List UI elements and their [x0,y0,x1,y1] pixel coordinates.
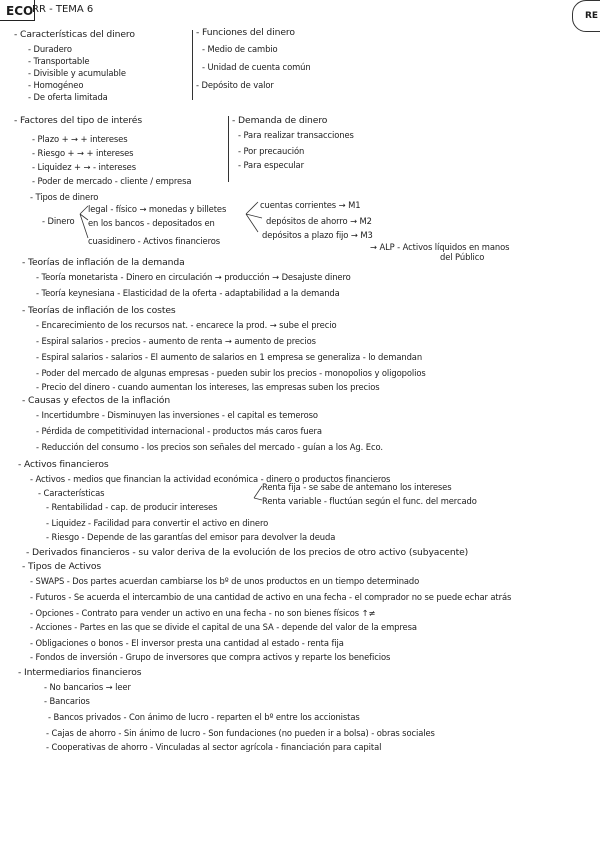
note-line: - Medio de cambio [202,44,278,54]
note-line: en los bancos - depositados en [88,218,215,228]
note-line: - Cajas de ahorro - Sin ánimo de lucro - Son fundaciones (no pueden ir a bolsa) - obras sociales [46,728,435,738]
note-line: - Pérdida de competitividad internacional - productos más caros fuera [36,426,322,436]
note-line: depósitos a plazo fijo → M3 [262,230,373,240]
note-line: - Tipos de Activos [22,561,102,572]
note-line: Renta variable - fluctúan según el func. del mercado [262,496,477,506]
note-line: - Espiral salarios - salarios - El aumento de salarios en 1 empresa se generaliza - lo demandan [36,352,423,362]
note-line: - Homogéneo [28,80,84,90]
note-line: - Bancarios [44,696,90,706]
note-line: - Incertidumbre - Disminuyen las inversiones - el capital es temeroso [36,410,318,420]
note-line: - Reducción del consumo - los precios son señales del mercado - guían a los Ag. Eco. [36,442,383,452]
note-line: - Dinero [42,216,75,226]
note-line: - Teorías de inflación de los costes [22,305,176,316]
note-line: - Por precaución [238,146,305,156]
note-line: - Unidad de cuenta común [202,62,311,72]
note-line: - Rentabilidad - cap. de producir intereses [46,502,218,512]
note-line: - Plazo + → + intereses [32,134,128,144]
note-line: - Liquidez - Facilidad para convertir el activo en dinero [46,518,269,528]
header-subject: ECO [6,4,34,18]
note-line: - Para realizar transacciones [238,130,354,140]
note-line: - Funciones del dinero [196,27,295,38]
note-line: - De oferta limitada [28,92,108,102]
note-line: - Características [38,488,105,498]
note-line: - Intermediarios financieros [18,667,142,678]
note-line: - SWAPS - Dos partes acuerdan cambiarse los bº de unos productos en un tiempo determinado [30,576,420,586]
note-line: - Encarecimiento de los recursos nat. - encarece la prod. → sube el precio [36,320,337,330]
note-line: - Futuros - Se acuerda el intercambio de una cantidad de activo en una fecha - el comprador no se puede echar atrás [30,592,512,602]
note-line: - Precio del dinero - cuando aumentan los intereses, las empresas suben los precios [36,382,380,392]
note-line: - Obligaciones o bonos - El inversor presta una cantidad al estado - renta fija [30,638,344,648]
note-line: - Características del dinero [14,29,135,40]
note-line: - Bancos privados - Con ánimo de lucro - reparten el bº entre los accionistas [48,712,360,722]
note-line: - Liquidez + → - intereses [32,162,136,172]
note-line: - Demanda de dinero [232,115,328,126]
note-line: - Riesgo + → + intereses [32,148,134,158]
note-line: - Divisible y acumulable [28,68,126,78]
note-line: - Fondos de inversión - Grupo de inversores que compra activos y reparte los beneficios [30,652,391,662]
note-line: - Teorías de inflación de la demanda [22,257,185,268]
note-line: cuasidinero - Activos financieros [88,236,221,246]
header-subtitle: RR - TEMA 6 [32,4,94,15]
note-line: - Factores del tipo de interés [14,115,143,126]
note-line: del Público [440,252,485,262]
note-line: - Activos - medios que financian la actividad económica - dinero o productos financieros [30,474,391,484]
note-line: Renta fija - se sabe de antemano los intereses [262,482,452,492]
note-line: depósitos de ahorro → M2 [266,216,372,226]
note-line: - Transportable [28,56,90,66]
note-line: - Teoría monetarista - Dinero en circulación → producción → Desajuste dinero [36,272,351,282]
note-line: legal - físico → monedas y billetes [88,204,227,214]
note-line: cuentas corrientes → M1 [260,200,361,210]
note-line: - Tipos de dinero [30,192,99,202]
note-line: - Duradero [28,44,72,54]
note-line: - Acciones - Partes en las que se divide el capital de una SA - depende del valor de la empresa [30,622,417,632]
note-line: - Derivados financieros - su valor deriva de la evolución de los precios de otro activo (subyacente) [26,547,469,558]
note-line: - Cooperativas de ahorro - Vinculadas al sector agrícola - financiación para capital [46,742,382,752]
note-line: → ALP - Activos líquidos en manos [370,242,510,252]
note-line: - Teoría keynesiana - Elasticidad de la oferta - adaptabilidad a la demanda [36,288,340,298]
note-line: - No bancarios → leer [44,682,131,692]
note-line: - Opciones - Contrato para vender un activo en una fecha - no son bienes físicos ↑≠ [30,608,376,618]
note-line: - Depósito de valor [196,80,274,90]
note-line: - Poder del mercado de algunas empresas - pueden subir los precios - monopolios y oligopolios [36,368,426,378]
note-line: - Riesgo - Depende de las garantías del emisor para devolver la deuda [46,532,336,542]
note-line: - Causas y efectos de la inflación [22,395,171,406]
note-line: - Activos financieros [18,459,109,470]
note-line: - Poder de mercado - cliente / empresa [32,176,192,186]
corner-label: RE [585,11,599,21]
note-line: - Espiral salarios - precios - aumento de renta → aumento de precios [36,336,316,346]
note-line: - Para especular [238,160,304,170]
